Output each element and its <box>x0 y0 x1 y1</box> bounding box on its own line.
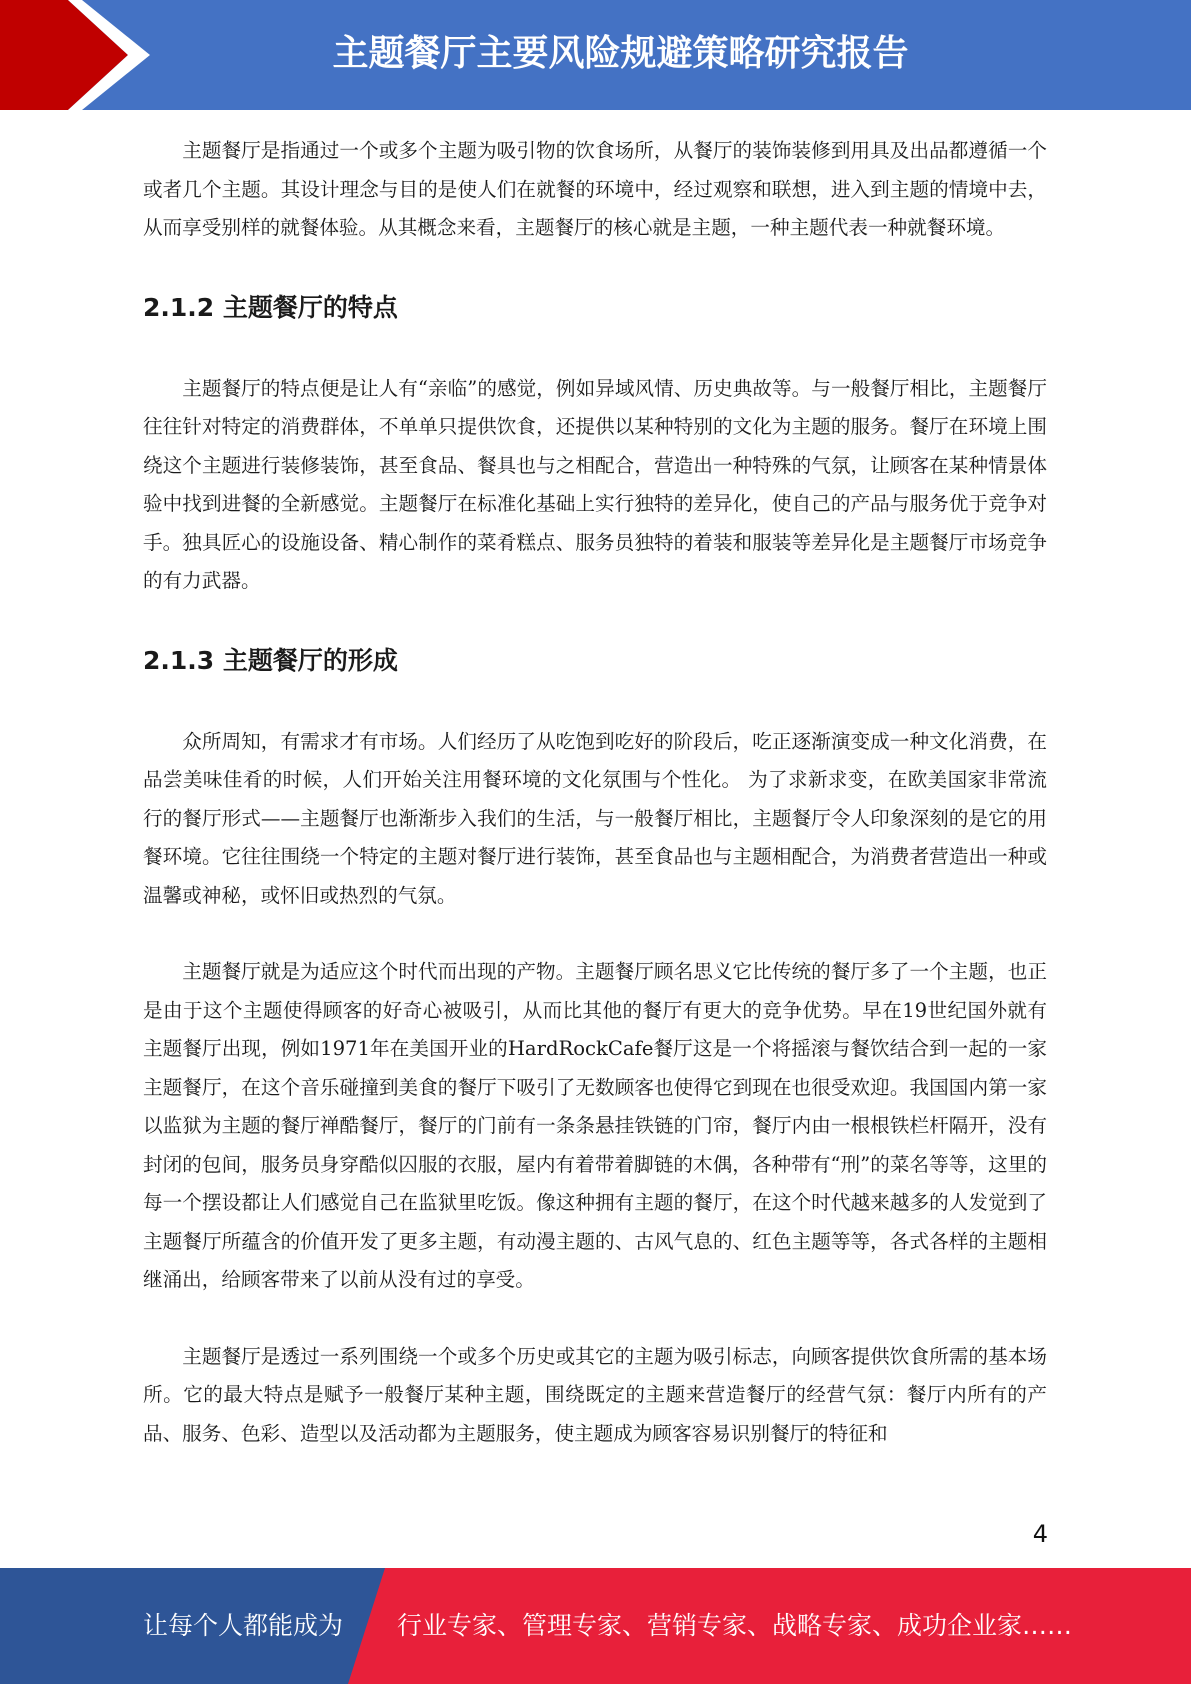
report-title: 主题餐厅主要风险规避策略研究报告 <box>332 33 909 74</box>
page-number: 4 <box>1032 1520 1048 1548</box>
main-content <box>143 132 1047 1453</box>
section-2-1-3-paragraph-2: 主题餐厅就是为适应这个时代而出现的产物。主题餐厅顾名思义它比传统的餐厅多了一个主题，也正是由于这个主题使得顾客的好奇心被吸引，从而比其他的餐厅有更大的竞争优势。早在19世纪国外就有主题餐厅出现，例如1971年在美国开业的HardRockCafe餐厅这是一个将摇滚与餐饮结合到一起的一家主题餐厅，在这个音乐碰撞到美食的餐厅下吸引了无数顾客也使得它到现在也很受欢迎。我国国内第一家以监狱为主题的餐厅禅酷餐厅，餐厅的门前有一条条悬挂铁链的门帘，餐厅内由一根根铁栏杆隔开，没有封闭的包间，服务员身穿酷似囚服的衣服，屋内有着带着脚链的木偶，各种带有“刑”的菜名等等，这里的每一个摆设都让人们感觉自己在监狱里吃饭。像这种拥有主题的餐厅，在这个时代越来越多的人发觉到了主题餐厅所蕴含的价值开发了更多主题，有动漫主题的、古风气息的、红色主题等等，各式各样的主题相继涌出，给顾客带来了以前从没有过的享受。 <box>143 960 1047 1291</box>
section-2-1-3-paragraph-1: 众所周知，有需求才有市场。人们经历了从吃饱到吃好的阶段后，吃正逐渐演变成一种文化消费，在品尝美味佳肴的时候，人们开始关注用餐环境的文化氛围与个性化。 为了求新求变，在欧美国家非常流行的餐厅形式——主题餐厅也渐渐步入我们的生活，与一般餐厅相比，主题餐厅令人印象深刻的是它的用餐环境。它往往围绕一个特定的主题对餐厅进行装饰，甚至食品也与主题相配合，为消费者营造出一种或温馨或神秘，或怀旧或热烈的气氛。 <box>143 729 1047 907</box>
page-footer <box>0 1568 1191 1684</box>
footer-slogan-right: 行业专家、管理专家、营销专家、战略专家、成功企业家…… <box>397 1611 1073 1640</box>
section-2-1-3-paragraph-3: 主题餐厅是透过一系列围绕一个或多个历史或其它的主题为吸引标志，向顾客提供饮食所需的基本场所。它的最大特点是赋予一般餐厅某种主题，围绕既定的主题来营造餐厅的经营气氛：餐厅内所有的产品、服务、色彩、造型以及活动都为主题服务，使主题成为顾客容易识别餐厅的特征和 <box>143 1344 1047 1445</box>
footer-slogan-left: 让每个人都能成为 <box>143 1611 344 1640</box>
page-header <box>0 0 1191 110</box>
intro-paragraph: 主题餐厅是指通过一个或多个主题为吸引物的饮食场所，从餐厅的装饰装修到用具及出品都遵循一个或者几个主题。其设计理念与目的是使人们在就餐的环境中，经过观察和联想，进入到主题的情境中去，从而享受别样的就餐体验。从其概念来看，主题餐厅的核心就是主题，一种主题代表一种就餐环境。 <box>143 139 1047 239</box>
section-2-1-2-paragraph: 主题餐厅的特点便是让人有“亲临”的感觉，例如异域风情、历史典故等。与一般餐厅相比，主题餐厅往往针对特定的消费群体，不单单只提供饮食，还提供以某种特别的文化为主题的服务。餐厅在环境上围绕这个主题进行装修装饰，甚至食品、餐具也与之相配合，营造出一种特殊的气氛，让顾客在某种情景体验中找到进餐的全新感觉。主题餐厅在标准化基础上实行独特的差异化，使自己的产品与服务优于竞争对手。独具匠心的设施设备、精心制作的菜肴糕点、服务员独特的着装和服装等差异化是主题餐厅市场竞争的有力武器。 <box>143 376 1047 592</box>
section-heading-2-1-2: 2.1.2 主题餐厅的特点 <box>143 292 398 322</box>
section-heading-2-1-3: 2.1.3 主题餐厅的形成 <box>143 645 398 675</box>
